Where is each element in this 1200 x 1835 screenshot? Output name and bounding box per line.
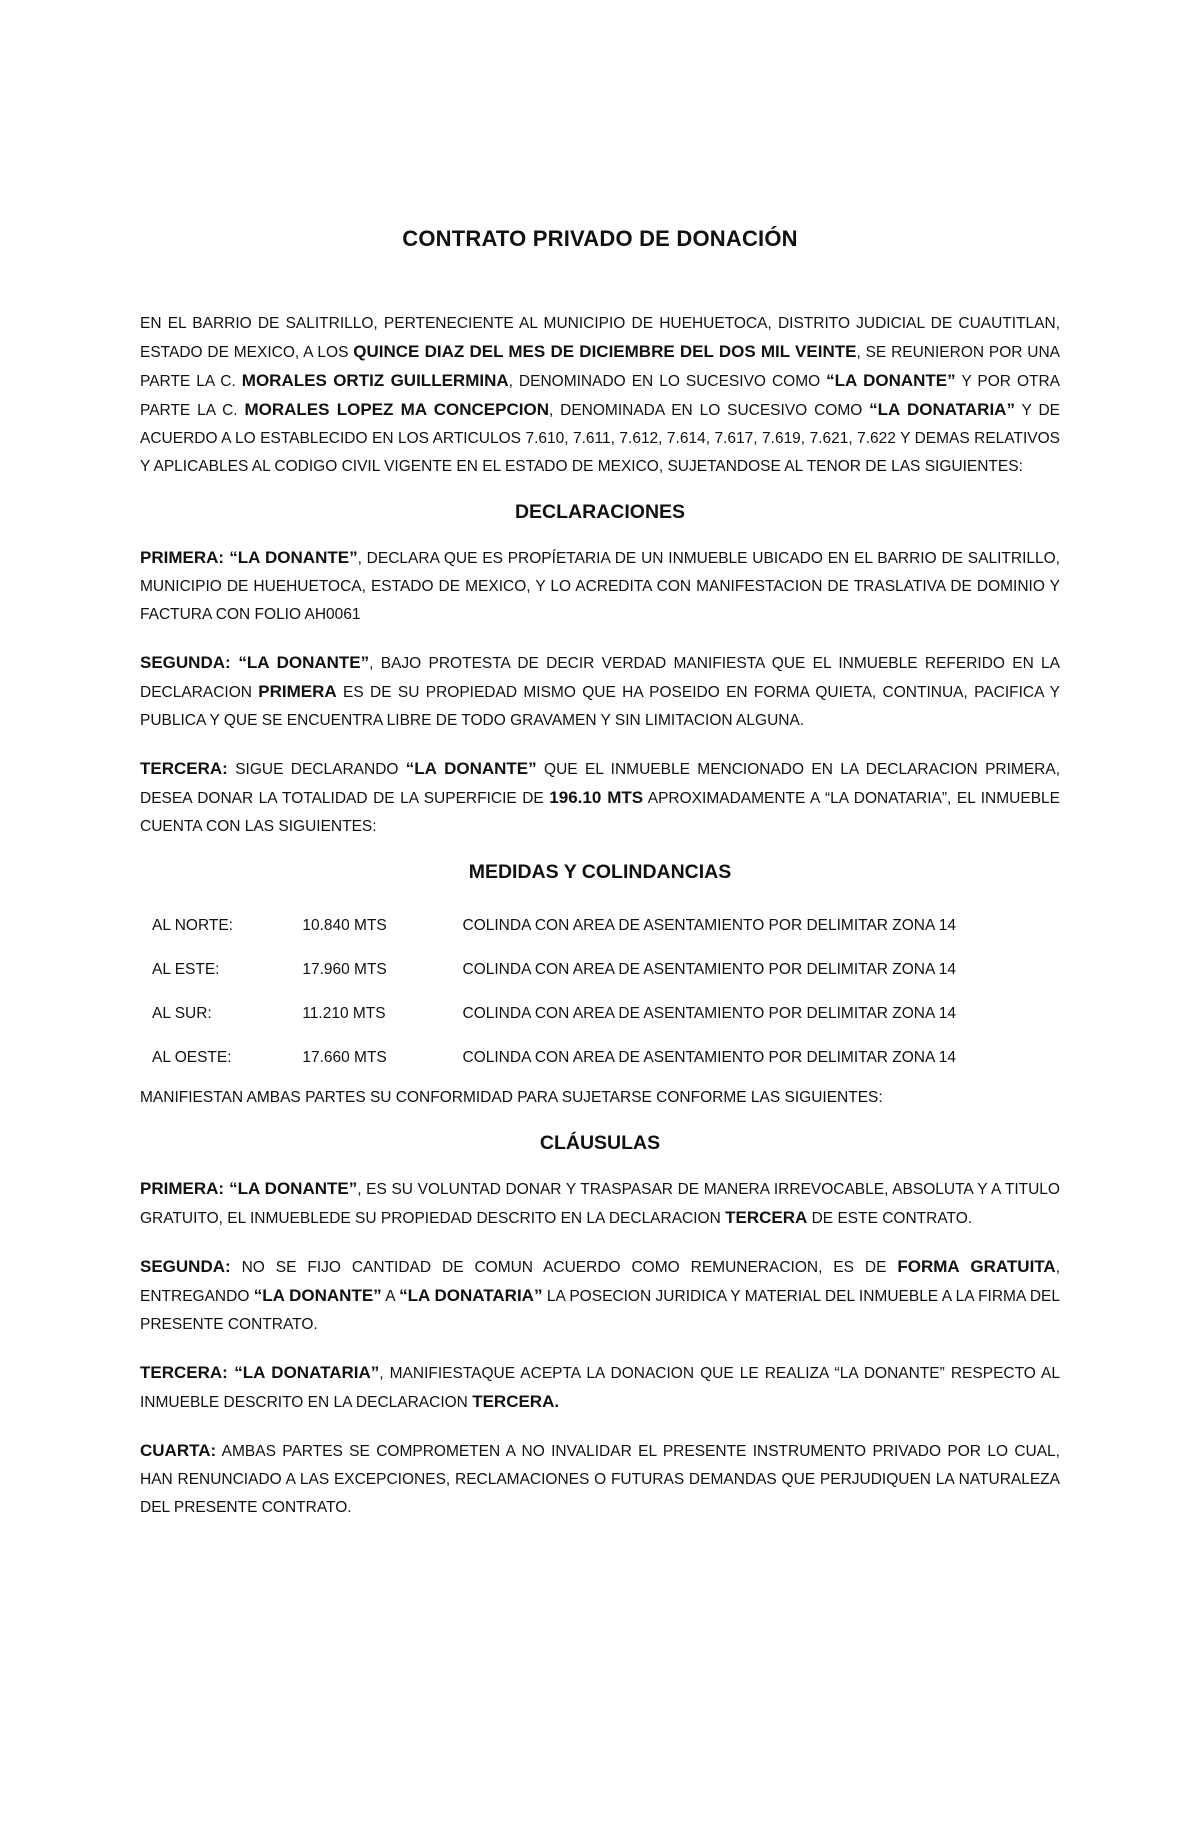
bold-text-run: “LA DONATARIA” <box>399 1286 543 1305</box>
intro-paragraph <box>140 310 1060 481</box>
text-run: SIGUE DECLARANDO <box>227 761 406 778</box>
bold-text-run: TERCERA <box>725 1208 808 1227</box>
text-run: , MANIFIESTAQUE ACEPTA LA DONACION QUE LE REALIZA “LA DONANTE” RESPECTO AL INMUEBLE DESCRITO EN LA DECLARACION <box>140 1365 1060 1411</box>
bold-text-run: PRIMERA: “LA DONANTE” <box>140 548 358 567</box>
medida-row-norte <box>152 904 1060 948</box>
bold-text-run: CUARTA: <box>140 1441 217 1460</box>
bold-text-run: SEGUNDA: <box>140 1257 231 1276</box>
text-run: Y POR OTRA PARTE LA C. <box>140 373 1061 419</box>
medida-row-sur <box>152 992 1060 1036</box>
bold-text-run: MORALES ORTIZ GUILLERMINA <box>241 371 509 390</box>
clausulas-heading: CLÁUSULAS <box>539 1132 661 1154</box>
bold-text-run: 196.10 MTS <box>549 788 644 807</box>
medida-row-este <box>152 948 1060 992</box>
declaraciones-heading: DECLARACIONES <box>514 501 686 523</box>
clausula-tercera <box>140 1359 1060 1417</box>
bold-text-run: PRIMERA <box>258 682 337 701</box>
text-run: DE ESTE CONTRATO. <box>807 1210 973 1227</box>
manifiestan-paragraph: MANIFIESTAN AMBAS PARTES SU CONFORMIDAD PARA SUJETARSE CONFORME LAS SIGUIENTES: <box>140 1089 883 1106</box>
bold-text-run: QUINCE DIAZ DEL MES DE DICIEMBRE DEL DOS MIL VEINTE <box>353 342 857 361</box>
text-run: LA POSECION JURIDICA Y MATERIAL DEL INMUEBLE A LA FIRMA DEL PRESENTE CONTRATO. <box>140 1288 1060 1333</box>
text-run: QUE EL INMUEBLE MENCIONADO EN LA DECLARACION PRIMERA, DESEA DONAR LA TOTALIDAD DE LA SUPERFICIE DE <box>140 761 1060 807</box>
text-run: Y DE ACUERDO A LO ESTABLECIDO EN LOS ARTICULOS 7.610, 7.611, 7.612, 7.614, 7.617, 7.619, 7.621, 7.622 Y DEMAS RELATIVOS Y APLICABLES AL CODIGO CIVIL VIGENTE EN EL ESTADO DE MEXICO, SUJETANDOSE AL TENOR DE LAS SIGUIENTES: <box>140 402 1060 475</box>
medida-measure: 17.660 MTS <box>302 1049 387 1066</box>
medida-side: AL OESTE: <box>152 1049 232 1066</box>
clausula-primera <box>140 1175 1060 1233</box>
text-run: APROXIMADAMENTE A “LA DONATARIA”, EL INMUEBLE CUENTA CON LAS SIGUIENTES: <box>140 790 1060 835</box>
medida-row-oeste <box>152 1036 1060 1080</box>
medida-measure: 11.210 MTS <box>302 1005 386 1022</box>
document-title: CONTRATO PRIVADO DE DONACIÓN <box>402 226 798 251</box>
text-run: , BAJO PROTESTA DE DECIR VERDAD MANIFIESTA QUE EL INMUEBLE REFERIDO EN LA DECLARACION <box>140 655 1060 701</box>
bold-text-run: “LA DONANTE” <box>253 1286 382 1305</box>
text-run: , DECLARA QUE ES PROPÍETARIA DE UN INMUEBLE UBICADO EN EL BARRIO DE SALITRILLO, MUNICIPIO DE HUEHUETOCA, ESTADO DE MEXICO, Y LO ACREDITA CON MANIFESTACION DE TRASLATIVA DE DOMINIO Y FACTURA CON FOLIO AH0061 <box>140 550 1060 623</box>
declaracion-tercera <box>140 755 1060 841</box>
bold-text-run: TERCERA: “LA DONATARIA” <box>140 1363 380 1382</box>
medidas-heading: MEDIDAS Y COLINDANCIAS <box>468 861 732 883</box>
text-run: , DENOMINADO EN LO SUCESIVO COMO <box>508 373 827 390</box>
text-run: , ENTREGANDO <box>140 1259 1060 1305</box>
medida-measure: 10.840 MTS <box>302 917 387 934</box>
bold-text-run: FORMA GRATUITA <box>897 1257 1056 1276</box>
medida-description: COLINDA CON AREA DE ASENTAMIENTO POR DELIMITAR ZONA 14 <box>462 1049 957 1066</box>
text-run: , SE REUNIERON POR UNA PARTE LA C. <box>140 344 1060 390</box>
bold-text-run: MORALES LOPEZ MA CONCEPCION <box>244 400 549 419</box>
medida-description: COLINDA CON AREA DE ASENTAMIENTO POR DELIMITAR ZONA 14 <box>462 961 957 978</box>
text-run: , DENOMINADA EN LO SUCESIVO COMO <box>548 402 870 419</box>
declaracion-primera <box>140 544 1060 629</box>
text-run: A <box>381 1288 400 1305</box>
text-run: ES DE SU PROPIEDAD MISMO QUE HA POSEIDO EN FORMA QUIETA, CONTINUA, PACIFICA Y PUBLICA Y QUE SE ENCUENTRA LIBRE DE TODO GRAVAMEN Y SIN LIMITACION ALGUNA. <box>140 684 1060 729</box>
medida-side: AL ESTE: <box>152 961 220 978</box>
text-run: EN EL BARRIO DE SALITRILLO, PERTENECIENTE AL MUNICIPIO DE HUEHUETOCA, DISTRITO JUDICIAL DE CUAUTITLAN, ESTADO DE MEXICO, A LOS <box>140 315 1060 361</box>
medida-side: AL SUR: <box>152 1005 212 1022</box>
medida-description: COLINDA CON AREA DE ASENTAMIENTO POR DELIMITAR ZONA 14 <box>462 1005 957 1022</box>
bold-text-run: TERCERA: <box>140 759 228 778</box>
text-run: , ES SU VOLUNTAD DONAR Y TRASPASAR DE MANERA IRREVOCABLE, ABSOLUTA Y A TITULO GRATUITO, EL INMUEBLEDE SU PROPIEDAD DESCRITO EN LA DECLARACION <box>140 1181 1060 1227</box>
bold-text-run: SEGUNDA: “LA DONANTE” <box>140 653 370 672</box>
clausula-cuarta <box>140 1437 1060 1522</box>
medida-description: COLINDA CON AREA DE ASENTAMIENTO POR DELIMITAR ZONA 14 <box>462 917 957 934</box>
medidas-table <box>152 904 1060 1080</box>
text-run: NO SE FIJO CANTIDAD DE COMUN ACUERDO COMO REMUNERACION, ES DE <box>230 1259 898 1276</box>
text-run: AMBAS PARTES SE COMPROMETEN A NO INVALIDAR EL PRESENTE INSTRUMENTO PRIVADO POR LO CUAL, HAN RENUNCIADO A LAS EXCEPCIONES, RECLAMACIONES O FUTURAS DEMANDAS QUE PERJUDIQUEN LA NATURALEZA DEL PRESENTE CONTRATO. <box>140 1443 1060 1516</box>
bold-text-run: TERCERA. <box>472 1392 560 1411</box>
bold-text-run: PRIMERA: “LA DONANTE” <box>140 1179 358 1198</box>
bold-text-run: “LA DONANTE” <box>405 759 537 778</box>
clausula-segunda <box>140 1253 1060 1339</box>
bold-text-run: “LA DONANTE” <box>826 371 956 390</box>
bold-text-run: “LA DONATARIA” <box>869 400 1015 419</box>
declaracion-segunda <box>140 649 1060 735</box>
medida-side: AL NORTE: <box>152 917 233 934</box>
medida-measure: 17.960 MTS <box>302 961 387 978</box>
